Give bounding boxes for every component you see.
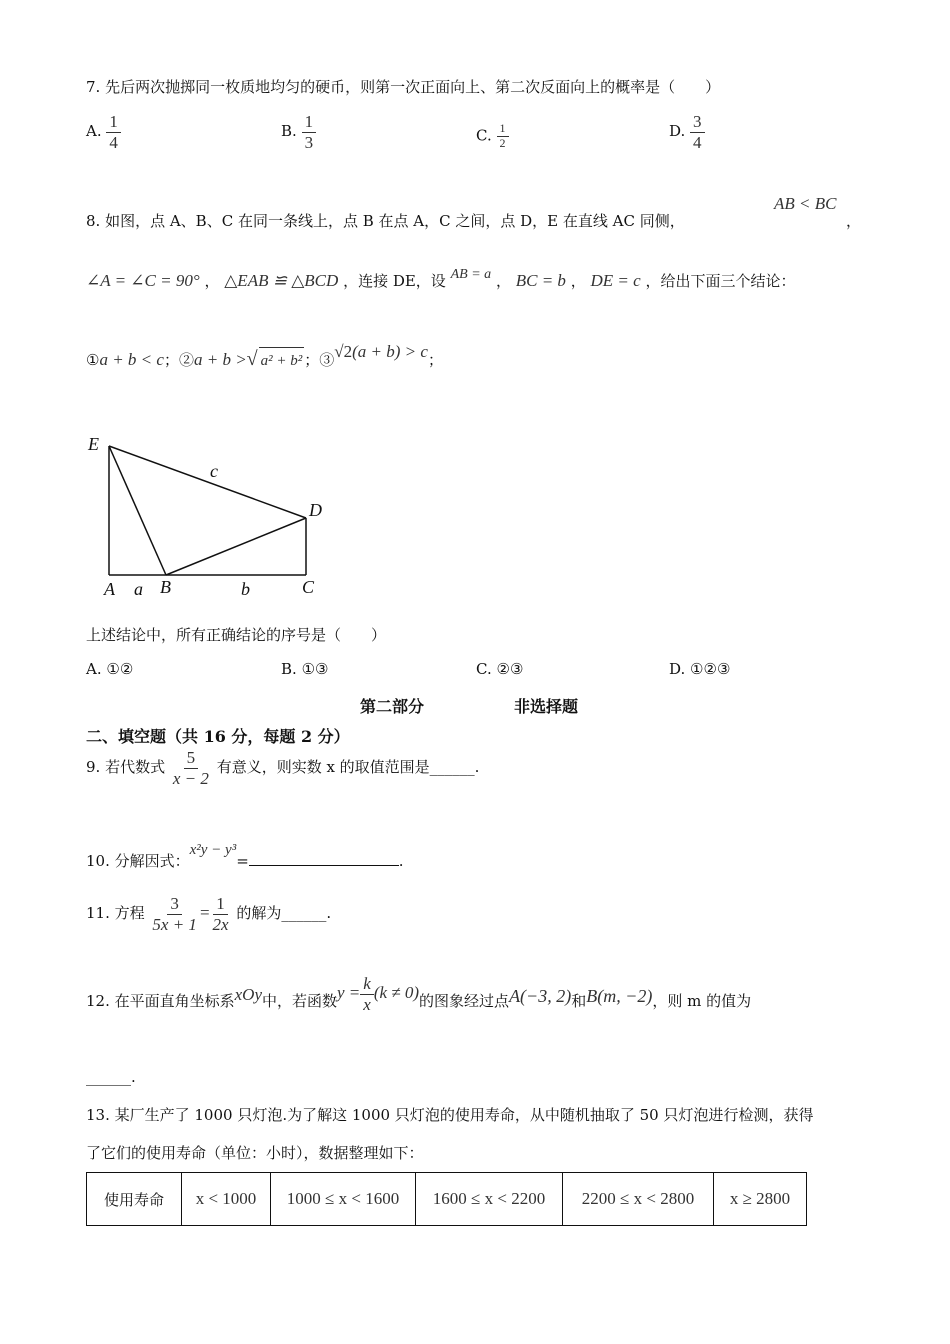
q13-line2: 了它们的使用寿命（单位：小时），数据整理如下： (86, 1144, 424, 1162)
q9-pre: 9. 若代数式 (86, 758, 166, 777)
q12-pre: 12. 在平面直角坐标系 (86, 992, 235, 1011)
table-header-cell: 2200 ≤ x < 2800 (563, 1173, 714, 1226)
q8-option-c[interactable] (476, 660, 523, 678)
q12-and: 和 (571, 992, 587, 1011)
q12-mid1: 中，若函数 (262, 992, 338, 1011)
q12-coordinate-system: xOy (234, 985, 262, 1005)
q13-data-table (86, 1172, 807, 1226)
table-header-cell: 使用寿命 (87, 1173, 182, 1226)
q7-option-a[interactable] (86, 112, 121, 152)
conclusion-3: (a + b) > c (352, 342, 428, 361)
q11-right-fraction: $\frac{1}{2x}$ (212, 894, 229, 934)
q12-point-b: B(m, −2) (586, 986, 653, 1007)
q8-connect-text: ，连接 DE，设 (343, 272, 446, 290)
q8-bc-def: BC = b (515, 271, 566, 290)
section2-title: 二、填空题（共 16 分，每题 2 分） (86, 727, 350, 746)
q11 (86, 894, 331, 934)
table-row (87, 1173, 807, 1226)
q12-func-condition: (k ≠ 0) (373, 983, 420, 1003)
segment-eb (109, 446, 166, 575)
label-a: A (104, 579, 115, 599)
option-label: C. (476, 660, 492, 678)
option-label: C. (476, 126, 492, 145)
q12-func-lhs: y = (337, 983, 361, 1003)
q7-option-d[interactable] (669, 112, 705, 152)
segment-bd (166, 518, 306, 575)
conclusion-2-mark: ；② (163, 351, 194, 369)
q10-eq: = (236, 852, 249, 870)
q11-left-fraction: $\frac{3}{5x + 1}$ (152, 894, 197, 934)
q8-option-a[interactable] (86, 660, 133, 678)
table-header-cell: x ≥ 2800 (714, 1173, 807, 1226)
q9-post: 有意义，则实数 x 的取值范围是______. (216, 758, 480, 777)
q12 (86, 974, 752, 1022)
q8-congruence: △EAB ≌ △BCD (224, 271, 339, 290)
q10-post: . (398, 852, 404, 870)
q8-de-def: DE = c (590, 271, 641, 290)
q10-pre: 10. 分解因式： (86, 852, 190, 870)
q11-pre: 11. 方程 (86, 904, 145, 923)
table-header-cell: 1600 ≤ x < 2200 (416, 1173, 563, 1226)
option-fraction: $\frac{1}{3}$ (302, 112, 317, 152)
q7-option-b[interactable] (281, 112, 316, 152)
label-b: B (160, 577, 171, 597)
conclusion-end: ； (427, 351, 443, 369)
q8-question: 上述结论中，所有正确结论的序号是（ ） (86, 626, 387, 644)
q7-option-c[interactable] (476, 122, 509, 151)
q8-tail-text: ，给出下面三个结论： (645, 272, 796, 290)
option-label: B. (281, 660, 297, 678)
table-header-cell: x < 1000 (182, 1173, 271, 1226)
q12-answer-line[interactable]: ______. (86, 1068, 136, 1086)
label-seg-c: c (210, 461, 218, 481)
q12-mid2: 的图象经过点 (419, 992, 510, 1011)
q10-answer-blank[interactable] (249, 865, 399, 866)
segment-ed (109, 446, 306, 518)
conclusion-2-radicand: a² + b² (259, 347, 305, 374)
q10 (86, 838, 404, 870)
part2-subtitle: 非选择题 (514, 697, 579, 716)
q8-stem-line2: ∠A = ∠C = 90° ， △EAB ≌ △BCD ，连接 DE，设 AB = a ， BC = b ， DE = c ，给出下面三个结论： (86, 267, 796, 290)
q8-condition-ab-lt-bc: AB < BC (774, 194, 837, 213)
option-text: ②③ (496, 660, 524, 678)
conclusion-3-prefix: √2 (334, 342, 353, 361)
option-fraction: $\frac{1}{2}$ (497, 122, 509, 151)
q10-expression: x²y − y³ (189, 842, 237, 858)
option-label: D. (669, 660, 686, 678)
label-seg-b: b (241, 579, 250, 599)
table-header-cell: 1000 ≤ x < 1600 (271, 1173, 416, 1226)
option-label: A. (86, 122, 102, 141)
q9-fraction: $\frac{5}{x - 2}$ (172, 748, 209, 788)
option-label: D. (669, 122, 686, 141)
conclusion-1: a + b < c (99, 350, 164, 369)
q11-post: 的解为______. (236, 904, 332, 923)
option-fraction: $\frac{1}{4}$ (106, 112, 121, 152)
label-d: D (309, 500, 322, 520)
label-c: C (302, 577, 315, 597)
part2-title: 第二部分 (360, 697, 425, 716)
q11-eq: = (199, 903, 210, 923)
label-seg-a: a (134, 579, 143, 599)
conclusion-3-mark: ；③ (304, 351, 335, 369)
option-label: A. (86, 660, 102, 678)
q12-tail: ，则 m 的值为 (652, 992, 752, 1011)
q12-point-a: A(−3, 2) (509, 986, 572, 1007)
q8-option-d[interactable] (669, 660, 730, 678)
q8-ab-def: AB = a (450, 267, 492, 282)
label-e: E (88, 434, 99, 454)
q8-figure (80, 425, 340, 605)
option-text: ①③ (301, 660, 329, 678)
q8-conclusions: ①a + b < c；②a + b >√ a² + b² ；③√2(a + b) > c； (86, 346, 443, 374)
q8-stem-line1: 8. 如图，点 A、B、C 在同一条线上，点 B 在点 A，C 之间，点 D，E 在直线 AC 同侧， (86, 212, 685, 230)
q8-comma: ， (846, 212, 862, 230)
conclusion-1-mark: ① (86, 351, 100, 369)
q8-angle-condition: ∠A = ∠C = 90° (86, 271, 200, 290)
option-text: ①② (106, 660, 134, 678)
q9 (86, 748, 479, 788)
option-fraction: $\frac{3}{4}$ (690, 112, 705, 152)
q8-option-b[interactable] (281, 660, 328, 678)
q12-func-fraction: $\frac{k}{x}$ (360, 974, 374, 1014)
q13-line1: 13. 某厂生产了 1000 只灯泡.为了解这 1000 只灯泡的使用寿命，从中随机抽取了 50 只灯泡进行检测，获得 (86, 1106, 814, 1124)
conclusion-2: a + b > (193, 350, 247, 369)
option-text: ①②③ (690, 660, 731, 678)
q7-stem: 7. 先后两次抛掷同一枚质地均匀的硬币，则第一次正面向上、第二次反面向上的概率是（ ） (86, 78, 721, 96)
option-label: B. (281, 122, 297, 141)
